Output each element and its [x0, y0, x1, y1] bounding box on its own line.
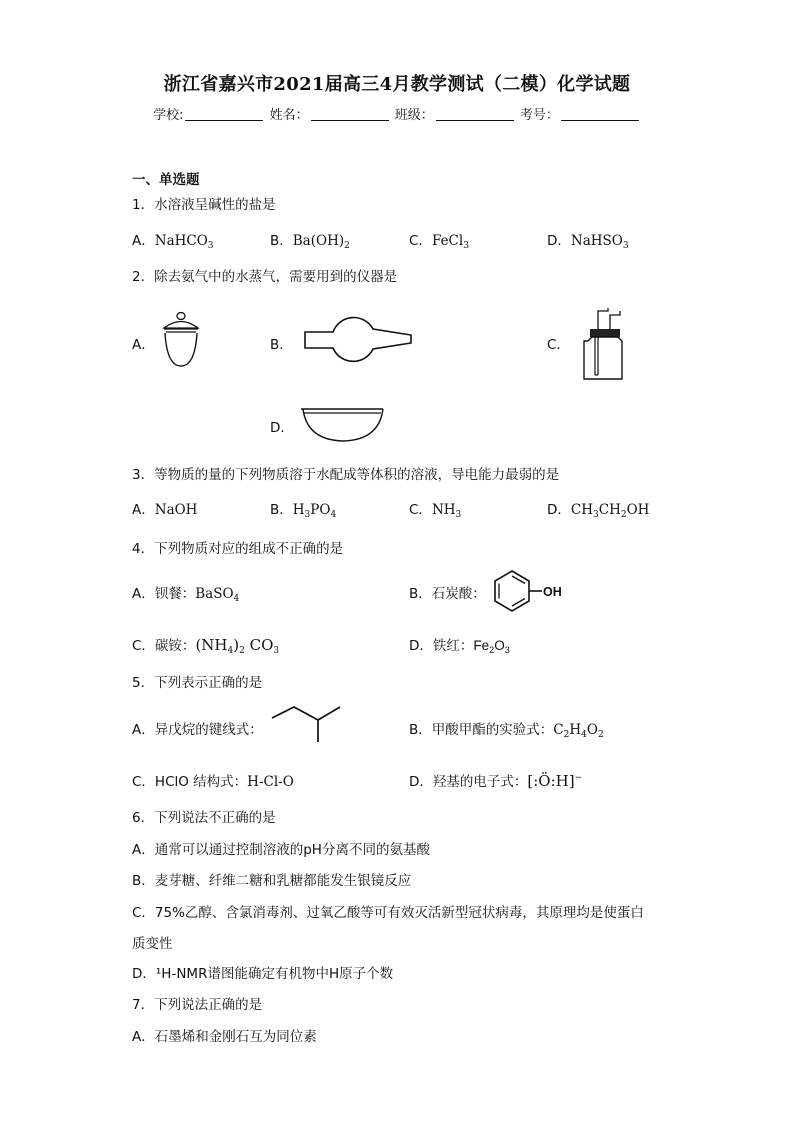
formula: $(NH_4)_2$ $CO_3$ [195, 636, 280, 656]
isopentane-skeletal-icon [270, 702, 344, 744]
q3-option-a[interactable] [132, 498, 197, 518]
option-label: B．石炭酸： [409, 586, 486, 602]
gas-washing-bottle-icon [578, 307, 628, 381]
number-field[interactable] [561, 108, 639, 121]
q4-option-c[interactable] [132, 634, 279, 656]
q6-option-d[interactable]: D．¹H-NMR谱图能确定有机物中H原子个数 [132, 966, 394, 982]
formula: $Ba(OH)_2$ [292, 233, 350, 251]
q3-option-b[interactable] [270, 498, 336, 520]
q3-option-c[interactable] [409, 498, 461, 520]
drying-tube-icon [303, 318, 413, 362]
q1-option-d[interactable] [547, 229, 629, 251]
option-label: C． [409, 502, 432, 518]
q2-option-d-label[interactable]: D． [270, 420, 294, 436]
class-field[interactable] [436, 108, 514, 121]
option-label: A． [132, 233, 155, 249]
formula: NaHSO$_3$ [570, 233, 629, 251]
q5-option-a[interactable] [132, 718, 263, 738]
q3-stem: 3．等物质的量的下列物质溶于水配成等体积的溶液，导电能力最弱的是 [132, 467, 560, 483]
school-label: 学校: [153, 108, 184, 123]
q4-stem: 4．下列物质对应的组成不正确的是 [132, 541, 344, 557]
formula: $CH_3CH_2OH$ [570, 502, 650, 520]
formula: H-Cl-O [247, 774, 294, 790]
q2-option-c-label[interactable]: C． [547, 337, 570, 353]
option-label: C．碳铵： [132, 638, 196, 654]
option-label: A．钡餐： [132, 586, 196, 602]
q6-option-c-continued: 质变性 [132, 936, 173, 952]
option-label: A． [132, 502, 155, 518]
name-label: 姓名： [269, 108, 309, 123]
q2-option-a-label[interactable]: A． [132, 337, 155, 353]
q6-option-b[interactable]: B．麦芽糖、纤维二糖和乳糖都能发生银镜反应 [132, 873, 412, 889]
option-label: D． [547, 233, 571, 249]
q6-option-c[interactable]: C．75%乙醇、含氯消毒剂、过氧乙酸等可有效灭活新型冠状病毒，其原理均是使蛋白 [132, 905, 644, 921]
weighing-bottle-icon [160, 312, 202, 370]
phenol-oh-label: OH [543, 585, 562, 599]
q2-option-b-label[interactable]: B． [270, 337, 293, 353]
option-label: A．异戊烷的键线式： [132, 722, 263, 738]
q4-option-a[interactable] [132, 582, 239, 604]
name-field[interactable] [311, 108, 389, 121]
phenol-structure-icon [492, 568, 572, 614]
q1-option-b[interactable] [270, 229, 350, 251]
school-field[interactable] [185, 108, 263, 121]
q5-option-d[interactable] [409, 770, 582, 790]
formula: FeCl$_3$ [431, 233, 469, 251]
q7-option-a[interactable]: A．石墨烯和金刚石互为同位素 [132, 1029, 317, 1045]
q3-option-d[interactable] [547, 498, 649, 520]
option-label: B． [270, 233, 293, 249]
section-title: 一、单选题 [132, 172, 200, 188]
option-label: C． [409, 233, 432, 249]
formula: NaHCO$_3$ [154, 233, 214, 251]
q5-stem: 5．下列表示正确的是 [132, 675, 263, 691]
student-info-line [0, 104, 794, 123]
q4-option-d[interactable] [409, 634, 510, 655]
evaporating-dish-icon [301, 404, 385, 444]
page-title: 浙江省嘉兴市2021届高三4月教学测试（二模）化学试题 [163, 74, 631, 95]
q1-option-a[interactable] [132, 229, 214, 251]
q7-stem: 7．下列说法正确的是 [132, 997, 263, 1013]
option-label: B．甲酸甲酯的实验式： [409, 722, 554, 738]
formula: $Fe_2O_3$ [473, 638, 510, 655]
q1-stem: 1．水溶液呈碱性的盐是 [132, 197, 276, 213]
formula: $C_2H_4O_2$ [553, 722, 604, 740]
option-label: D．铁红： [409, 638, 474, 654]
formula: BaSO$_4$ [195, 586, 240, 604]
q2-stem: 2．除去氨气中的水蒸气，需要用到的仪器是 [132, 269, 398, 285]
option-label: D．羟基的电子式： [409, 774, 528, 790]
formula: $NH_3$ [431, 502, 462, 520]
q5-option-b[interactable] [409, 718, 604, 740]
q6-option-a[interactable]: A．通常可以通过控制溶液的pH分离不同的氨基酸 [132, 842, 430, 858]
class-label: 班级： [394, 108, 434, 123]
option-label: C．HClO 结构式： [132, 774, 248, 790]
q5-option-c[interactable] [132, 770, 294, 790]
option-label: B． [270, 502, 293, 518]
q4-option-b[interactable] [409, 582, 486, 602]
q1-option-c[interactable] [409, 229, 469, 251]
number-label: 考号： [519, 108, 559, 123]
q6-stem: 6．下列说法不正确的是 [132, 810, 276, 826]
formula: $H_3PO_4$ [292, 502, 337, 520]
option-label: D． [547, 502, 571, 518]
formula: [:Ö:H]− [527, 772, 583, 790]
formula: NaOH [154, 502, 198, 518]
